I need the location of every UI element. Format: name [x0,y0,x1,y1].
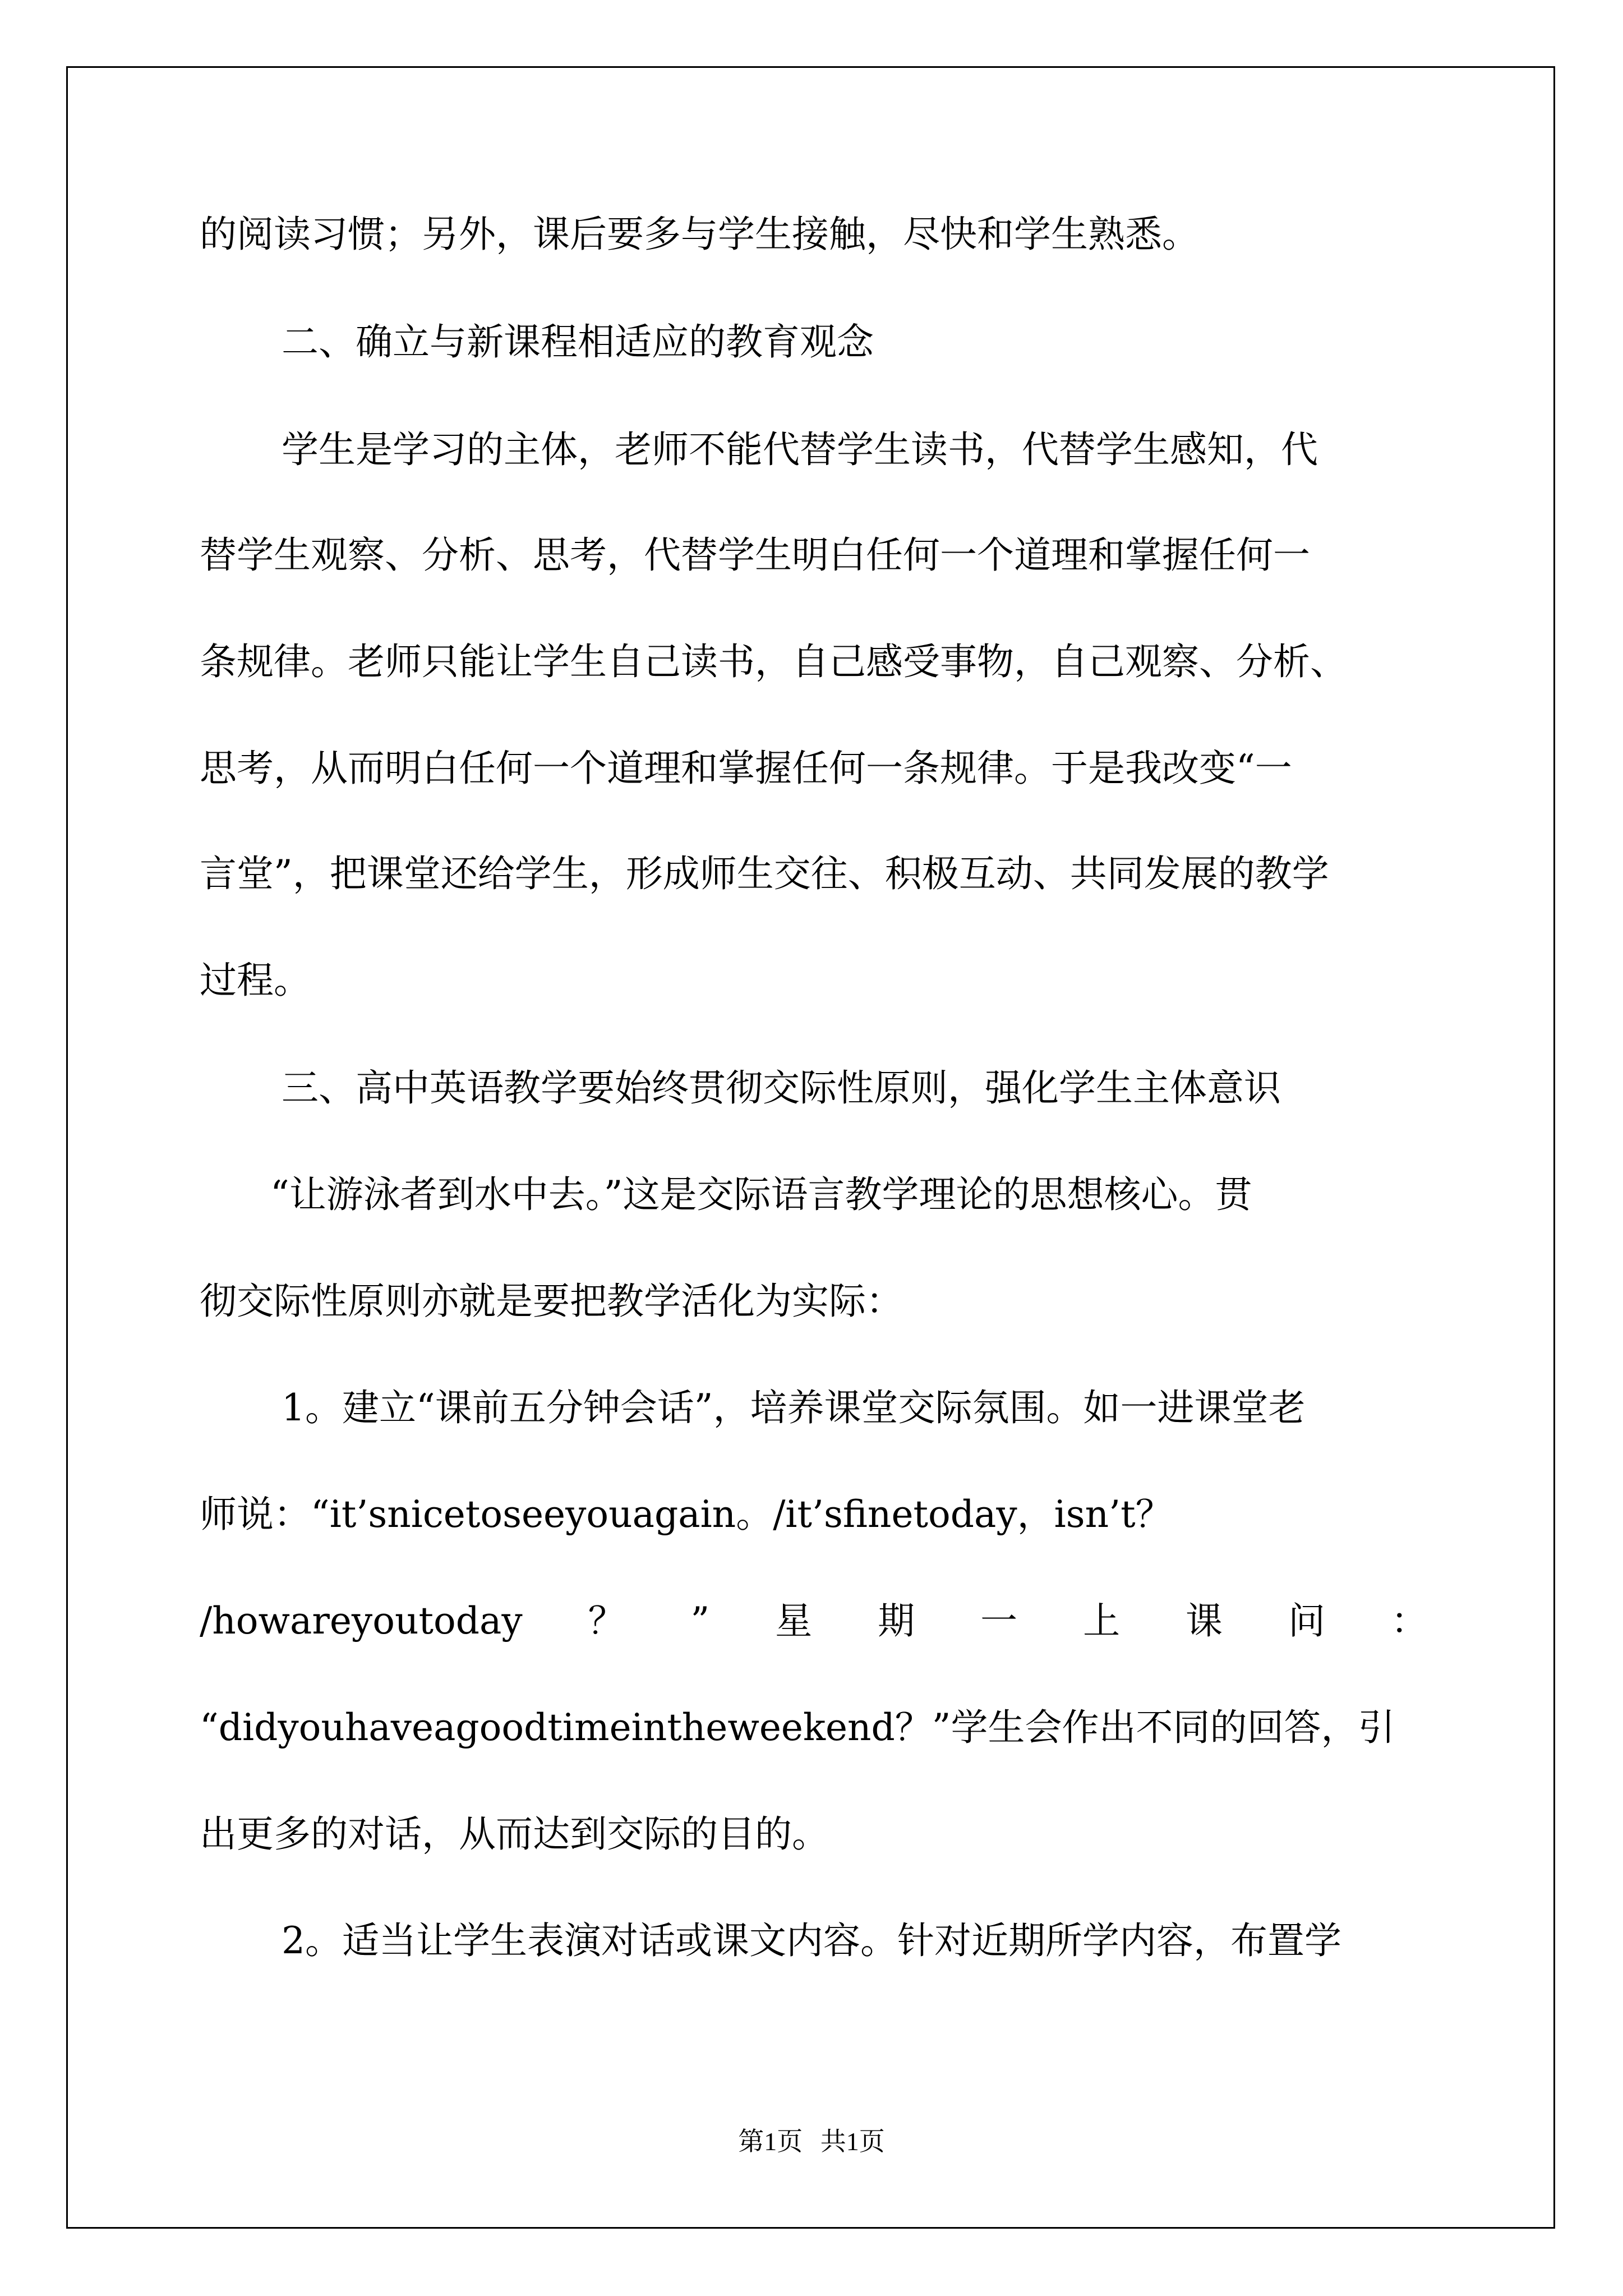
body-line: 思考，从而明白任何一个道理和掌握任何一条规律。于是我改变“一 [200,747,1292,790]
section-heading: 二、确立与新课程相适应的教育观念 [282,320,874,364]
spread-word: 一 [980,1599,1018,1642]
spread-word: ？ [588,1599,625,1642]
body-line: 的阅读习惯；另外，课后要多与学生接触，尽快和学生熟悉。 [200,213,1199,256]
spread-word: 课 [1186,1599,1223,1642]
spread-word: ： [1390,1599,1428,1642]
body-line: 言堂”，把课堂还给学生，形成师生交往、积极互动、共同发展的教学 [200,852,1329,895]
body-line: 替学生观察、分析、思考，代替学生明白任何一个道理和掌握任何一 [200,533,1310,577]
page-total: 共1页 [820,2127,885,2156]
spread-word: 问 [1288,1599,1325,1642]
body-line: 条规律。老师只能让学生自己读书，自己感受事物，自己观察、分析、 [200,640,1347,683]
spread-word: 星 [775,1599,813,1642]
body-line: “让游泳者到水中去。”这是交际语言教学理论的思想核心。贯 [270,1173,1252,1216]
section-heading: 三、高中英语教学要始终贯彻交际性原则，强化学生主体意识 [282,1066,1281,1110]
body-line: 彻交际性原则亦就是要把教学活化为实际： [200,1280,903,1323]
body-line: 出更多的对话，从而达到交际的目的。 [200,1812,829,1856]
spread-word: /howareyoutoday [200,1599,523,1642]
page-border [66,66,1555,2229]
list-item-line: 2。适当让学生表演对话或课文内容。针对近期所学内容，布置学 [282,1919,1341,1962]
body-line: 学生是学习的主体，老师不能代替学生读书，代替学生感知，代 [282,428,1318,471]
spread-line [200,1599,1428,1644]
page-footer [0,2126,1623,2157]
page-number: 第1页 [738,2127,803,2156]
list-item-line: 1。建立“课前五分钟会话”，培养课堂交际氛围。如一进课堂老 [282,1386,1306,1429]
body-line: 师说：“it’snicetoseeyouagain。/it’sfinetoday，isn’t？ [200,1493,1173,1536]
spread-word: 上 [1083,1599,1121,1642]
body-line: 过程。 [200,959,311,1002]
spread-word: ” [690,1599,710,1642]
spread-word: 期 [878,1599,915,1642]
body-line: “didyouhaveagoodtimeintheweekend？”学生会作出不同的回答，引 [200,1706,1395,1749]
